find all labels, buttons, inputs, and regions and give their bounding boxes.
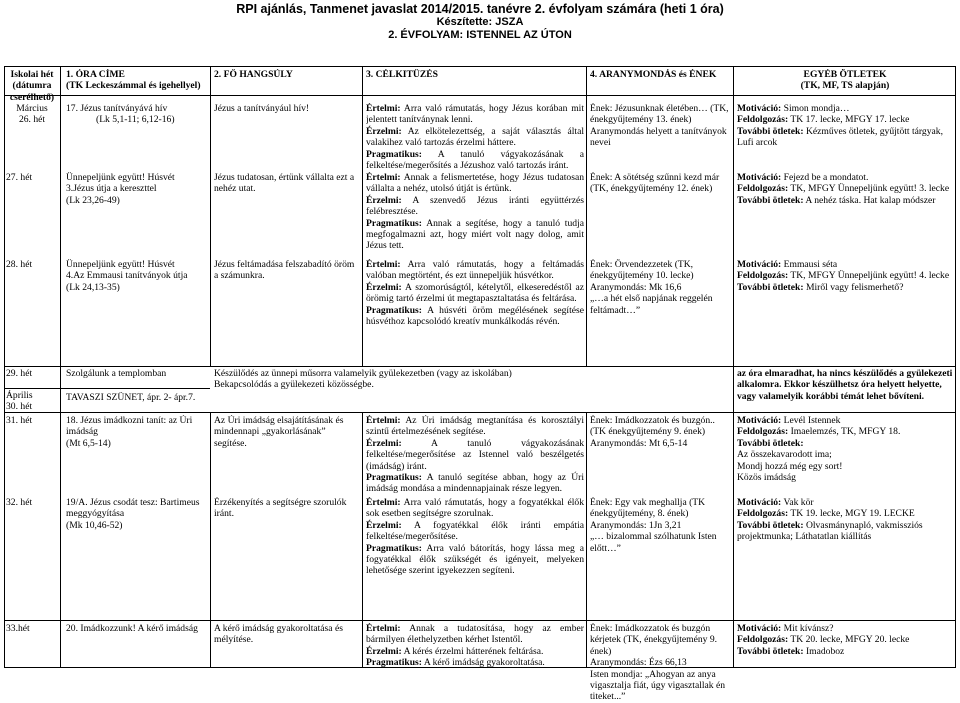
line-text: Levél Istennek <box>781 415 841 426</box>
week-label: 32. hét <box>6 497 33 508</box>
text-line <box>366 218 584 252</box>
line-text: Annak a tudatosítása, hogy az ember bármilyen élethelyzetben kérhet Istentől. <box>366 623 584 646</box>
line-keyword: Feldolgozás: <box>737 114 789 126</box>
text-line: (Mt 6,5-14) <box>66 437 111 449</box>
text-line: Aranymondás: Ézs 66,13 <box>590 657 687 669</box>
lesson-plan-table <box>4 66 956 703</box>
col-header-goal: 3. CÉLKITŰZÉS <box>366 69 438 80</box>
line-keyword: Érzelmi: <box>366 519 402 531</box>
motto-cell <box>590 172 731 195</box>
line-text: A szenvedő Jézus iránti együttérzés felébresztése. <box>366 194 584 218</box>
line-text: TK 17. lecke, MFGY 17. lecke <box>788 114 910 126</box>
line-keyword: Motiváció: <box>737 172 782 183</box>
col-header-focus: 2. FŐ HANGSÚLY <box>214 69 293 80</box>
line-text: A nehéz táska. Hat kalap módszer <box>803 194 936 206</box>
text-line <box>737 183 953 194</box>
lesson-cell <box>66 103 208 126</box>
text-line: Ének: Imádkozzatok és buzgón.. (TK énekgyűjtemény 9. ének) <box>590 415 715 438</box>
line-text: Arra való rámutatás, hogy a feltámadás valóban megtörtént, és ezt ünnepeljük húsvétkor. <box>366 259 584 282</box>
text-line: Készülődés az ünnepi műsorra valamelyik gyülekezetben (vagy az iskolában) <box>214 368 512 379</box>
line-text: TK 19. lecke, MGY 19. LECKE <box>788 508 915 520</box>
text-line <box>366 149 584 172</box>
text-line: 4.Az Emmausi tanítványok útja <box>66 270 188 282</box>
text-line <box>737 195 953 206</box>
line-text: Imaelemzés, TK, MFGY 18. <box>788 426 901 438</box>
motto-cell <box>590 259 731 316</box>
text-line <box>737 497 953 508</box>
goal-cell <box>366 623 584 669</box>
week-cell <box>6 390 58 413</box>
week-cell <box>6 103 58 126</box>
col-header-motto: 4. ARANYMONDÁS és ÉNEK <box>590 69 717 80</box>
line-keyword: Feldolgozás: <box>737 183 789 195</box>
line-text: Annak a felismertetése, hogy Jézus tudatosan vállalta a nehéz, utolsó útját is értünk. <box>366 172 584 195</box>
week-label: 27. hét <box>6 172 33 183</box>
text-line <box>737 472 953 483</box>
line-keyword: Feldolgozás: <box>737 634 789 646</box>
col-header-ideas-sub: (TK, MF, TS alapján) <box>800 80 890 92</box>
lesson-cell <box>66 172 208 206</box>
line-text: Miről vagy felismerhető? <box>803 281 904 293</box>
line-keyword: Értelmi: <box>366 415 401 426</box>
line-keyword: Pragmatikus: <box>366 217 422 229</box>
line-text: Imadoboz <box>803 645 845 657</box>
week-label: 28. hét <box>6 259 33 270</box>
text-line <box>737 172 953 183</box>
lesson-ref: (Lk 5,1-11; 6,12-16) <box>96 114 175 126</box>
line-keyword: Érzelmi: <box>366 194 402 206</box>
ideas-cell <box>737 623 953 657</box>
line-keyword: További ötletek: <box>737 194 804 206</box>
text-line: Ének: A sötétség szűnni kezd már (TK, énekgyűjtemény 12. ének) <box>590 172 720 195</box>
focus-cell: A kérő imádság gyakoroltatása és mélyítése. <box>214 623 343 646</box>
week-label: 33.hét <box>6 623 30 634</box>
line-keyword: Értelmi: <box>366 623 401 634</box>
line-keyword: Motiváció: <box>737 497 782 508</box>
ideas-cell <box>737 415 953 483</box>
text-line: 19/A. Jézus csodát tesz: Bartimeus meggyógyítása <box>66 497 200 520</box>
focus-cell <box>214 368 729 391</box>
text-line: 3.Jézus útja a kereszttel <box>66 183 157 195</box>
line-text: A kérő imádság gyakoroltatása. <box>421 657 545 669</box>
text-line <box>366 497 584 520</box>
line-text: A tanuló vágyakozásának a felkeltése/megerősítés a Jézushoz való tartozás iránt. <box>366 148 584 172</box>
line-text: Az összekavarodott ima; <box>737 449 832 461</box>
col-header-ideas <box>737 69 953 92</box>
text-line: „… bizalommal szólhatunk Isten előtt…” <box>590 531 717 554</box>
text-line <box>737 126 953 149</box>
line-keyword: Motiváció: <box>737 103 782 114</box>
line-text: Arra való rámutatás, hogy a fogyatékkal élők sok esetben segítségre szorulnak. <box>366 497 584 520</box>
text-line <box>366 520 584 543</box>
line-keyword: Feldolgozás: <box>737 270 789 282</box>
col-header-lesson-title: 1. ÓRA CÍME <box>66 69 125 80</box>
line-keyword: Érzelmi: <box>366 645 402 657</box>
lesson-cell <box>66 497 208 531</box>
week-label: 26. hét <box>18 114 46 126</box>
line-text: Az Úri imádság megtanítása és korosztályi szintű értelmezésének segítése. <box>366 415 584 438</box>
text-line <box>737 426 953 437</box>
line-text: Kézműves ötletek, gyűjtött tárgyak, Lufi arcok <box>737 125 943 149</box>
text-line: 18. Jézus imádkozni tanít: az Úri imádság <box>66 415 193 438</box>
text-line <box>737 282 953 293</box>
week-label: 29. hét <box>6 368 33 379</box>
lesson-title: TAVASZI SZÜNET, ápr. 2- ápr.7. <box>66 392 196 403</box>
text-line: Április <box>6 390 33 401</box>
week-label: Március <box>16 103 48 114</box>
text-line: Ének: Örvendezzetek (TK, énekgyűjtemény 10. lecke) <box>590 259 694 282</box>
text-line <box>366 438 584 472</box>
line-keyword: Motiváció: <box>737 415 782 426</box>
line-text: Fejezd be a mondatot. <box>781 172 869 183</box>
line-keyword: Motiváció: <box>737 623 782 634</box>
motto-cell <box>590 623 731 703</box>
goal-cell <box>366 497 584 577</box>
line-keyword: Pragmatikus: <box>366 148 422 160</box>
text-line <box>366 305 584 328</box>
col-header-week: Iskolai hét (dátumra cserélhető) <box>9 69 55 103</box>
text-line <box>737 449 953 460</box>
line-keyword: További ötletek: <box>737 645 804 657</box>
line-text: TK, MFGY Ünnepeljünk együtt! 3. lecke <box>788 183 950 195</box>
text-line <box>366 172 584 195</box>
page-header <box>0 2 960 42</box>
goal-cell <box>366 415 584 495</box>
line-keyword: Érzelmi: <box>366 281 402 293</box>
text-line <box>737 623 953 634</box>
line-keyword: Értelmi: <box>366 497 401 508</box>
line-text: A tanuló segítése abban, hogy az Úri imádság mondása a mindennapjainak része legyen. <box>366 472 584 495</box>
text-line: (Lk 23,26-49) <box>66 194 120 206</box>
line-text: TK 20. lecke, MFGY 20. lecke <box>788 634 910 646</box>
lesson-title: 17. Jézus tanítványává hív <box>66 103 168 114</box>
text-line <box>366 543 584 577</box>
text-line <box>366 259 584 282</box>
motto-cell <box>590 415 731 449</box>
focus-cell: Az Úri imádság elsajátításának és mindennapi „gyakorlásának” segítése. <box>214 415 344 449</box>
line-text: TK, MFGY Ünnepeljünk együtt! 4. lecke <box>788 270 950 282</box>
line-keyword: Pragmatikus: <box>366 472 422 484</box>
ideas-cell <box>737 103 953 149</box>
page-title: RPI ajánlás, Tanmenet javaslat 2014/2015. tanévre 2. évfolyam számára (heti 1 óra) <box>236 2 724 16</box>
line-keyword: Motiváció: <box>737 259 782 270</box>
line-keyword: További ötletek: <box>737 437 804 449</box>
line-text: Mit kívánsz? <box>781 623 834 634</box>
focus-cell: Érzékenyítés a segítségre szorulók iránt. <box>214 497 347 520</box>
text-line <box>366 646 584 657</box>
line-text: Arra való bátorítás, hogy lássa meg a fogyatékkal élők szükségét és igényeit, melyeken lehetősége szerint igyekezzen segíteni. <box>366 542 584 577</box>
text-line <box>366 103 584 126</box>
ideas-cell: az óra elmaradhat, ha nincs készülődés a gyülekezeti alkalomra. Ekkor készülhetsz óra helyett helyette, vagy valamelyik korábbi témát lehet bővíteni. <box>737 368 953 402</box>
text-line <box>737 103 953 114</box>
text-line <box>366 126 584 149</box>
line-keyword: Érzelmi: <box>366 437 402 449</box>
text-line <box>737 415 953 426</box>
motto-cell <box>590 103 731 149</box>
text-line: Ének: Imádkozzatok és buzgón kérjetek (TK, énekgyűjtemény 9. ének) <box>590 623 718 657</box>
text-line: (Mk 10,46-52) <box>66 519 123 531</box>
text-line: Ének: Egy vak meghallja (TK énekgyűjtemény, 8. ének) <box>590 497 706 520</box>
line-text: A fogyatékkal élők iránti empátia felkeltése/megerősítése. <box>366 519 584 543</box>
line-text: A kérés érzelmi hátterének feltárása. <box>401 645 544 657</box>
text-line: Ünnepeljünk együtt! Húsvét <box>66 172 175 183</box>
line-text: Emmausi séta <box>781 259 838 270</box>
line-keyword: Értelmi: <box>366 259 401 270</box>
goal-cell <box>366 172 584 252</box>
line-text: Közös imádság <box>737 472 796 484</box>
lesson-title: 20. Imádkozzunk! A kérő imádság <box>66 623 198 634</box>
line-text: Az elkötelezettség, a saját választás által valakihez való tartozás érzelmi háttere. <box>366 125 584 149</box>
text-line <box>366 472 584 495</box>
focus-cell: Jézus a tanítványául hív! <box>214 103 310 114</box>
text-line: Ünnepeljünk együtt! Húsvét <box>66 259 175 270</box>
line-keyword: További ötletek: <box>737 281 804 293</box>
line-keyword: Pragmatikus: <box>366 304 422 316</box>
text-line <box>737 461 953 472</box>
text-line <box>737 259 953 270</box>
ideas-cell <box>737 259 953 293</box>
line-keyword: További ötletek: <box>737 519 804 531</box>
text-line: Aranymondás: 1Jn 3,21 <box>590 519 682 531</box>
text-line <box>366 657 584 668</box>
book-title: 2. ÉVFOLYAM: ISTENNEL AZ ÚTON <box>388 29 572 41</box>
text-line: „…a hét első napjának reggelén feltámadt…” <box>590 293 713 316</box>
text-line <box>737 520 953 543</box>
text-line: Isten mondja: „Ahogyan az anya vigasztalja fiát, úgy vigasztallak én titeket...” <box>590 668 726 703</box>
text-line <box>366 282 584 305</box>
line-keyword: További ötletek: <box>737 125 804 137</box>
lesson-title: Szolgálunk a templomban <box>66 368 167 379</box>
line-keyword: Pragmatikus: <box>366 657 422 669</box>
author-line: Készítette: JSZA <box>436 16 524 28</box>
text-line: Ének: Jézusunknak életében… (TK, énekgyűjtemény 13. ének) <box>590 103 729 126</box>
line-text: A szomorúságtól, kételytől, elkeseredéstől az örömig tartó érzelmi út megtapasztaltatása és feltárása. <box>366 281 584 305</box>
goal-cell <box>366 259 584 327</box>
week-label: 31. hét <box>6 415 33 426</box>
text-line <box>737 508 953 519</box>
line-text: A húsvéti öröm megélésének segítése húsvéthoz kapcsolódó kreatív munkálkodás révén. <box>366 304 584 328</box>
line-text: Vak kör <box>781 497 814 508</box>
line-keyword: Feldolgozás: <box>737 508 789 520</box>
text-line <box>737 270 953 281</box>
text-line <box>737 438 953 449</box>
line-text: Arra való rámutatás, hogy Jézus korában mit jelentett tanítványnak lenni. <box>366 103 584 126</box>
line-text: A tanuló vágyakozásának felkeltése/megerősítése az Istennel való beszélgetés (imádság) iránt. <box>366 437 584 472</box>
line-keyword: Érzelmi: <box>366 125 402 137</box>
text-line <box>366 623 584 646</box>
goal-cell <box>366 103 584 171</box>
text-line: 30. hét <box>6 401 33 413</box>
line-text: Simon mondja… <box>781 103 850 114</box>
line-text: Mondj hozzá még egy sort! <box>737 460 843 472</box>
ideas-cell <box>737 497 953 543</box>
text-line: (Lk 24,13-35) <box>66 281 120 293</box>
focus-cell: Jézus tudatosan, értünk vállalta ezt a nehéz utat. <box>214 172 355 195</box>
col-header-ideas-title: EGYÉB ÖTLETEK <box>803 69 887 80</box>
line-keyword: Pragmatikus: <box>366 542 422 554</box>
text-line <box>737 634 953 645</box>
text-line <box>366 415 584 438</box>
motto-cell <box>590 497 731 554</box>
text-line <box>366 195 584 218</box>
lesson-cell <box>66 415 208 449</box>
text-line: Aranymondás: Mt 6,5-14 <box>590 437 688 449</box>
lesson-cell <box>66 259 208 293</box>
line-keyword: Feldolgozás: <box>737 426 789 438</box>
text-line: Aranymondás helyett a tanítványok nevei <box>590 125 727 149</box>
line-text: Annak a segítése, hogy a tanuló tudja megfogalmazni azt, hogy miért volt nagy dolog, amit Jézus tett. <box>366 217 584 252</box>
text-line: Bekapcsolódás a gyülekezeti közösségbe. <box>214 379 374 391</box>
ideas-cell <box>737 172 953 206</box>
col-header-lesson-sub: (TK Leckeszámmal és igehellyel) <box>66 80 201 92</box>
line-text: Olvasmánynapló, vakmissziós projektmunka; Láthatatlan kiállítás <box>737 519 923 543</box>
line-keyword: Értelmi: <box>366 172 401 183</box>
col-header-lesson <box>66 69 208 92</box>
text-line: Aranymondás: Mk 16,6 <box>590 281 682 293</box>
line-keyword: Értelmi: <box>366 103 401 114</box>
text-line <box>737 646 953 657</box>
focus-cell: Jézus feltámadása felszabadító öröm a számunkra. <box>214 259 355 282</box>
text-line <box>737 114 953 125</box>
